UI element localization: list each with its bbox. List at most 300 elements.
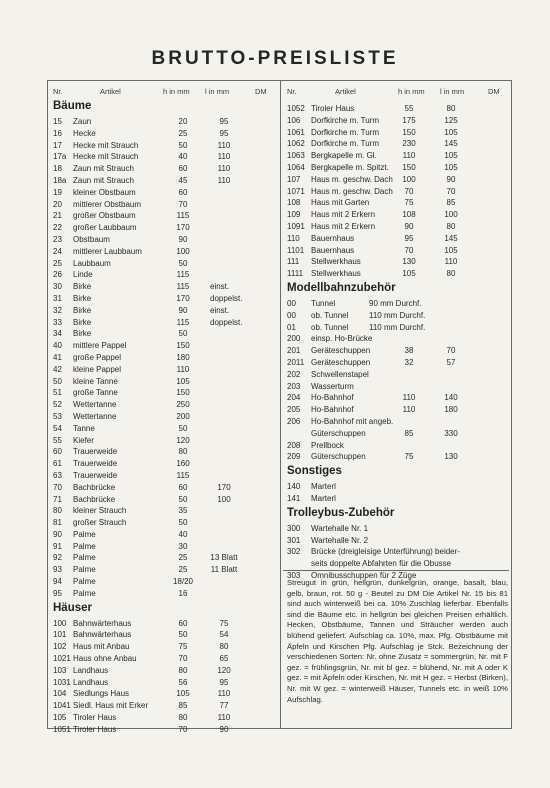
cell-h: 55 [404,104,414,113]
cell-nr: 31 [53,293,62,303]
cell-nr: 206 [287,416,301,426]
cell-artikel: seits doppelte Abfahrten für die Obusse [311,559,452,569]
table-row [53,541,279,553]
right-column [287,103,509,582]
cell-l: 105 [444,245,458,255]
cell-nr: 60 [53,447,62,457]
cell-h: 170 [176,223,190,233]
cell-artikel: Güterschuppen [311,452,366,462]
column-divider [280,80,281,729]
cell-artikel: Hecke mit Strauch [73,152,139,162]
cell-nr: 1071 [287,186,305,196]
table-row [53,140,279,152]
cell-h: 80 [178,665,188,675]
cell-artikel: Bergkapelle m. Gl. [311,151,377,161]
note-divider [283,570,509,571]
cell-artikel: Haus mit 2 Erkern [311,210,376,220]
table-row [53,187,279,199]
cell-l: 110 [217,140,231,150]
cell-artikel: Zaun mit Strauch [73,164,134,174]
table-row [53,116,279,128]
cell-l: 95 [219,677,229,687]
cell-artikel: Tunnel [311,298,336,308]
cell-nr: 107 [287,174,301,184]
cell-artikel: Siedlungs Haus [73,689,130,699]
cell-nr: 91 [53,541,62,551]
table-row [287,369,509,381]
cell-artikel: Bergkapelle m. Spitzt. [311,162,389,172]
cell-artikel: Stellwerkhaus [311,257,361,267]
cell-h: 90 [404,221,414,231]
cell-note: 110 mm Durchf. [369,310,426,320]
cell-nr: 203 [287,381,301,391]
cell-nr: 205 [287,405,301,415]
cell-l: 80 [446,269,456,279]
cell-nr: 26 [53,270,62,280]
table-row [53,387,279,399]
cell-nr: 204 [287,393,301,403]
table-row [53,470,279,482]
cell-h: 110 [402,393,416,403]
cell-nr: 33 [53,317,62,327]
cell-h: 50 [178,494,188,504]
header-dm: DM [255,87,267,96]
cell-h: 115 [176,282,190,292]
cell-artikel: Tanne [73,423,95,433]
cell-nr: 1063 [287,151,305,161]
cell-artikel: Tiroler Haus [73,713,117,723]
header-nr: Nr. [53,87,63,96]
cell-nr: 32 [53,305,62,315]
cell-l: 54 [219,630,229,640]
cell-h: 105 [176,376,190,386]
table-row [287,357,509,369]
table-row [53,564,279,576]
cell-nr: 111 [287,257,300,267]
cell-nr: 109 [287,210,301,220]
cell-h: 170 [176,293,190,303]
table-row [287,310,509,322]
cell-nr: 303 [287,570,301,580]
cell-nr: 63 [53,470,62,480]
cell-artikel: Birke [73,293,92,303]
cell-nr: 1061 [287,127,305,137]
table-row [287,221,509,233]
table-row [53,328,279,340]
cell-nr: 30 [53,282,62,292]
cell-artikel: Bahnwärterhaus [73,618,132,628]
cell-nr: 92 [53,553,62,563]
cell-artikel: Hecke [73,128,96,138]
cell-nr: 105 [53,713,67,723]
table-row [287,404,509,416]
cell-h: 110 [402,405,416,415]
cell-artikel: Bauernhaus [311,233,355,243]
cell-h: 18/20 [172,577,194,587]
header-l: l in mm [205,87,230,96]
cell-h: 70 [178,654,188,664]
cell-artikel: Haus ohne Anbau [73,654,137,664]
cell-h: 85 [178,701,188,711]
cell-h: 150 [176,388,190,398]
table-row [53,234,279,246]
cell-artikel: Haus mit 2 Erkern [311,221,376,231]
cell-l: 11 Blatt [210,565,238,575]
cell-nr: 22 [53,223,62,233]
cell-artikel: Schwellenstapel [311,369,369,379]
table-row [53,665,279,677]
table-row [53,529,279,541]
cell-h: 25 [178,565,188,575]
table-row [287,197,509,209]
cell-artikel: Ho-Bahnhof [311,393,354,403]
cell-h: 175 [402,115,416,125]
table-row [53,246,279,258]
cell-nr: 1031 [53,677,71,687]
table-row [53,505,279,517]
table-row [53,641,279,653]
section-heading: Modellbahnzubehör [287,281,396,294]
header-artikel: Artikel [100,87,121,96]
cell-h: 130 [402,257,416,267]
cell-l: 100 [217,494,231,504]
table-row [53,677,279,689]
cell-artikel: mittlere Pappel [73,341,127,351]
cell-nr: 53 [53,411,62,421]
cell-nr: 94 [53,577,62,587]
cell-h: 80 [178,713,188,723]
cell-nr: 1062 [287,139,305,149]
cell-artikel: mittlerer Laubbaum [73,246,142,256]
cell-l: 13 Blatt [210,553,238,563]
table-row [53,712,279,724]
table-row [287,546,509,558]
table-row [287,322,509,334]
cell-h: 100 [402,174,416,184]
cell-h: 70 [178,724,188,734]
cell-nr: 18 [53,164,62,174]
left-column [53,101,279,736]
cell-nr: 1041 [53,701,71,711]
cell-h: 90 [178,234,188,244]
table-row [53,482,279,494]
cell-artikel: Wartehalle Nr. 1 [311,523,369,533]
cell-artikel: Geräteschuppen [311,357,371,367]
table-row [53,724,279,736]
cell-h: 230 [402,139,416,149]
cell-l: 120 [217,665,231,675]
cell-nr: 1052 [287,104,305,113]
cell-nr: 81 [53,518,62,528]
cell-nr: 95 [53,588,62,598]
table-row [287,186,509,198]
cell-artikel: Marterl [311,482,336,492]
cell-nr: 209 [287,452,301,462]
table-row [287,103,509,115]
table-row [287,174,509,186]
cell-h: 95 [404,233,414,243]
cell-artikel: kleiner Strauch [73,506,127,516]
cell-l: 330 [444,428,458,438]
cell-l: einst. [210,282,230,292]
table-row [53,411,279,423]
cell-h: 60 [178,482,188,492]
cell-artikel: Kiefer [73,435,94,445]
cell-nr: 1051 [53,724,71,734]
cell-l: 130 [444,452,458,462]
table-row [53,399,279,411]
cell-artikel: Zaun mit Strauch [73,175,134,185]
table-row [287,256,509,268]
cell-l: 57 [446,357,456,367]
cell-h: 115 [176,211,190,221]
page-title: BRUTTO-PREISLISTE [151,48,399,69]
cell-artikel: ob. Tunnel [311,322,349,332]
table-row [53,376,279,388]
cell-h: 120 [176,435,190,445]
table-row [53,700,279,712]
table-row [53,576,279,588]
table-row [287,392,509,404]
cell-artikel: Wettertanne [73,411,117,421]
cell-nr: 18a [53,175,67,185]
cell-h: 150 [402,162,416,172]
table-row [287,233,509,245]
cell-h: 80 [178,447,188,457]
table-row [287,115,509,127]
table-row [53,352,279,364]
cell-artikel: Palme [73,529,96,539]
cell-nr: 90 [53,529,62,539]
header-h: h in mm [398,87,425,96]
cell-nr: 1064 [287,162,305,172]
cell-l: 145 [444,139,458,149]
cell-artikel: kleine Pappel [73,364,122,374]
cell-artikel: kleiner Obstbaum [73,187,136,197]
cell-l: 90 [446,174,456,184]
cell-nr: 55 [53,435,62,445]
cell-nr: 34 [53,329,62,339]
cell-nr: 141 [287,493,301,503]
table-row [53,446,279,458]
cell-h: 50 [178,140,188,150]
cell-l: 90 [219,724,229,734]
cell-h: 60 [178,618,188,628]
cell-l: 70 [446,186,456,196]
cell-h: 60 [178,187,188,197]
table-row [53,423,279,435]
cell-artikel: Dorfkirche m. Turm [311,127,380,137]
cell-h: 50 [178,329,188,339]
cell-nr: 54 [53,423,62,433]
cell-artikel: Haus m. geschw. Dach [311,186,393,196]
cell-nr: 103 [53,665,67,675]
cell-h: 75 [404,452,414,462]
table-row [53,435,279,447]
cell-h: 105 [402,269,416,279]
table-row [53,281,279,293]
cell-artikel: Bachbrücke [73,494,116,504]
cell-nr: 106 [287,115,301,125]
cell-h: 75 [178,642,188,652]
cell-nr: 80 [53,506,62,516]
cell-nr: 25 [53,258,62,268]
cell-h: 90 [178,305,188,315]
cell-l: 70 [446,346,456,356]
cell-artikel: Palme [73,588,96,598]
table-row [287,440,509,452]
table-row [287,127,509,139]
cell-nr: 2011 [287,357,305,367]
cell-nr: 23 [53,234,62,244]
cell-l: 145 [444,233,458,243]
cell-l: 80 [446,104,456,113]
table-row [53,199,279,211]
section-heading: Bäume [53,100,92,112]
table-row [287,298,509,310]
cell-artikel: große Tanne [73,388,118,398]
cell-nr: 1021 [53,654,71,664]
cell-artikel: Stellwerkhaus [311,269,361,279]
table-row [287,428,509,440]
cell-artikel: Birke [73,329,92,339]
cell-l: 110 [217,689,231,699]
section-heading: Trolleybus-Zubehör [287,506,395,519]
table-row [53,151,279,163]
cell-artikel: Siedl. Haus mit Erker [73,701,149,711]
cell-l: 85 [446,198,456,208]
cell-nr: 51 [53,388,62,398]
cell-l: 95 [219,117,229,126]
cell-nr: 17a [53,152,67,162]
cell-h: 150 [176,341,190,351]
table-row [287,523,509,535]
cell-l: 110 [217,175,231,185]
cell-l: 110 [444,257,458,267]
table-row [53,317,279,329]
cell-l: 125 [444,115,458,125]
cell-l: doppelst. [210,317,243,327]
table-row [53,258,279,270]
table-row [53,517,279,529]
cell-nr: 202 [287,369,301,379]
cell-artikel: Birke [73,282,92,292]
cell-h: 115 [176,470,190,480]
cell-nr: 1111 [287,269,304,279]
cell-l: 180 [444,405,458,415]
cell-h: 16 [178,588,188,598]
cell-h: 70 [178,199,188,209]
cell-note: 110 mm Durchf. [369,322,426,332]
table-row [287,558,509,570]
cell-artikel: einsp. Ho-Brücke [311,334,373,344]
cell-nr: 108 [287,198,301,208]
cell-artikel: großer Laubbaum [73,223,137,233]
cell-nr: 71 [53,494,62,504]
cell-nr: 93 [53,565,62,575]
cell-artikel: Prellbock [311,440,344,450]
cell-artikel: Hecke mit Strauch [73,140,139,150]
cell-h: 25 [178,128,188,138]
cell-nr: 41 [53,352,62,362]
cell-artikel: Obstbaum [73,234,110,244]
cell-note: 90 mm Durchf. [369,298,422,308]
cell-artikel: Wasserturm [311,381,354,391]
cell-nr: 200 [287,334,301,344]
header-h: h in mm [163,87,190,96]
cell-artikel: Ho-Bahnhof mit angeb. [311,416,394,426]
table-row [53,364,279,376]
header-artikel: Artikel [335,87,356,96]
cell-artikel: Bachbrücke [73,482,116,492]
cell-h: 160 [176,459,190,469]
table-row [53,340,279,352]
cell-h: 180 [176,352,190,362]
cell-artikel: großer Obstbaum [73,211,136,221]
table-row [53,305,279,317]
cell-h: 250 [176,400,190,410]
cell-l: 170 [217,482,231,492]
cell-nr: 101 [53,630,67,640]
table-row [287,381,509,393]
cell-l: 105 [444,151,458,161]
cell-artikel: Wettertanne [73,400,117,410]
cell-nr: 110 [287,233,300,243]
cell-artikel: Brücke (dreigleisige Unterführung) beider- [311,547,460,557]
cell-artikel: Laubbaum [73,258,111,268]
cell-nr: 100 [53,618,67,628]
table-row [53,163,279,175]
cell-h: 115 [176,270,190,280]
cell-nr: 24 [53,246,62,256]
cell-h: 60 [178,164,188,174]
table-row [53,210,279,222]
cell-nr: 102 [53,642,67,652]
cell-h: 108 [402,210,416,220]
cell-l: 80 [219,642,229,652]
cell-artikel: große Pappel [73,352,122,362]
cell-h: 115 [176,317,190,327]
cell-artikel: Trauerweide [73,447,118,457]
section-heading: Sonstiges [287,465,342,478]
cell-h: 110 [402,151,416,161]
cell-artikel: Marterl [311,493,336,503]
table-row [53,552,279,564]
cell-artikel: Omnibusschuppen für 2 Züge [311,570,417,580]
cell-h: 70 [404,245,414,255]
cell-h: 105 [176,689,190,699]
cell-h: 25 [178,553,188,563]
cell-artikel: Haus mit Anbau [73,642,130,652]
cell-nr: 17 [53,140,62,150]
cell-h: 40 [178,529,188,539]
cell-nr: 20 [53,199,62,209]
cell-nr: 50 [53,376,62,386]
cell-artikel: Landhaus [73,665,109,675]
table-row [53,293,279,305]
cell-nr: 1101 [287,245,305,255]
cell-l: 140 [444,393,458,403]
cell-artikel: ob. Tunnel [311,310,349,320]
cell-h: 200 [176,411,190,421]
header-l: l in mm [440,87,465,96]
cell-artikel: Landhaus [73,677,109,687]
cell-artikel: Zaun [73,117,92,126]
cell-nr: 16 [53,128,62,138]
cell-artikel: Trauerweide [73,459,118,469]
cell-h: 32 [404,357,414,367]
cell-nr: 42 [53,364,62,374]
